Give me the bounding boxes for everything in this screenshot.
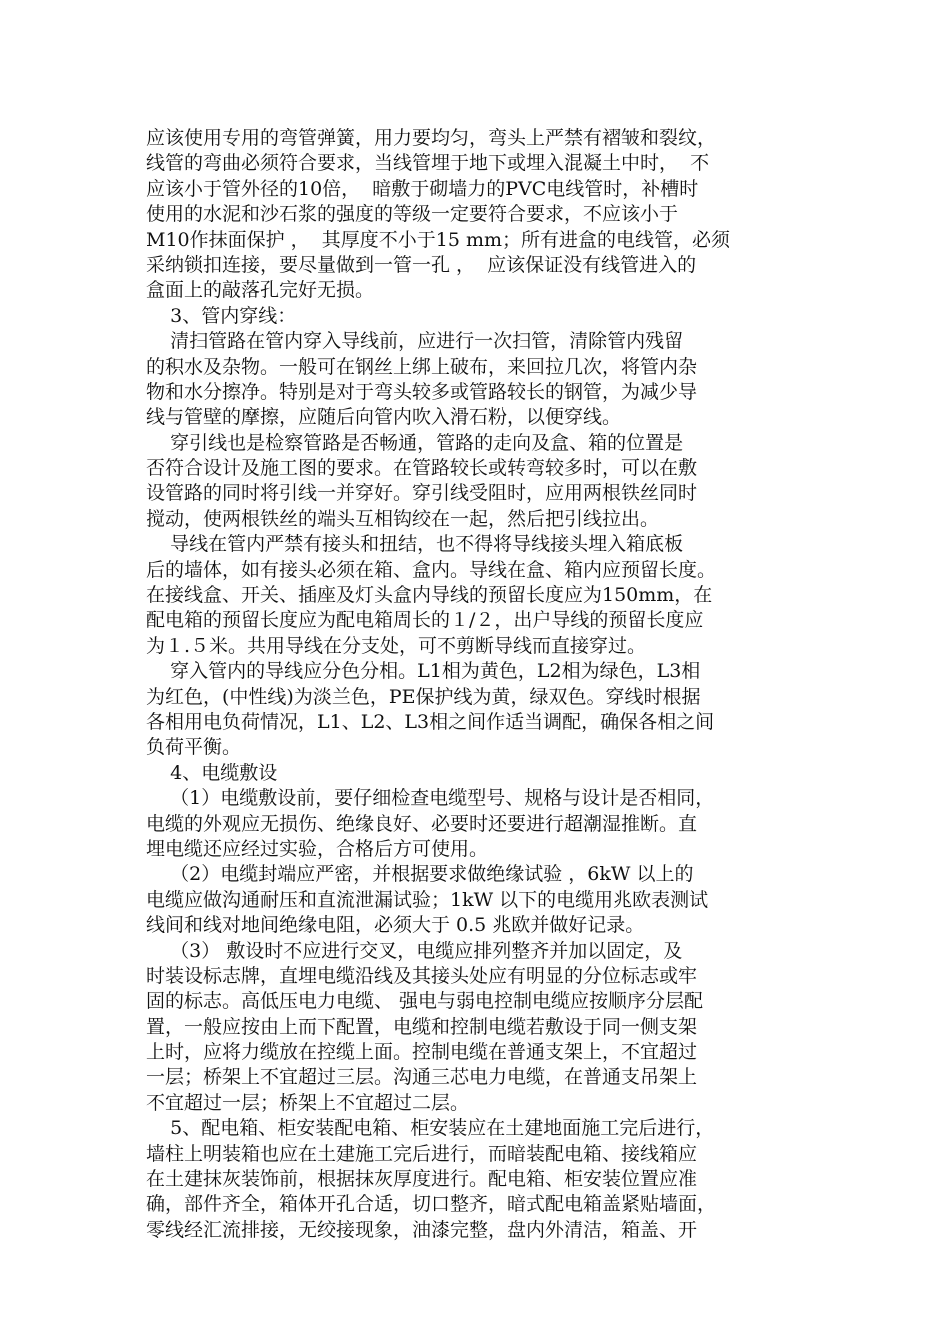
text-line: 导线在管内严禁有接头和扭结，也不得将导线接头埋入箱底板 bbox=[146, 533, 684, 556]
text-line: 物和水分擦净。特别是对于弯头较多或管路较长的钢管，为减少导 bbox=[146, 380, 698, 403]
text-line: 后的墙体，如有接头必须在箱、盒内。导线在盒、箱内应预留长度。 bbox=[146, 558, 717, 581]
text-line: 一层；桥架上不宜超过三层。沟通三芯电力电缆，在普通支吊架上 bbox=[146, 1066, 698, 1089]
text-line: 线间和线对地间绝缘电阻，必须大于 0.5 兆欧并做好记录。 bbox=[146, 914, 645, 937]
text-line: 在接线盒、开关、插座及灯头盒内导线的预留长度应为150mm，在 bbox=[146, 584, 713, 607]
text-line: （1）电缆敷设前，要仔细检查电缆型号、规格与设计是否相同， bbox=[146, 787, 715, 810]
text-line: 搅动，使两根铁丝的端头互相钩绞在一起，然后把引线拉出。 bbox=[146, 507, 660, 530]
text-line: 否符合设计及施工图的要求。在管路较长或转弯较多时，可以在敷 bbox=[146, 457, 698, 480]
text-line: 时装设标志牌，直埋电缆沿线及其接头处应有明显的分位标志或牢 bbox=[146, 964, 698, 987]
text-line: 的积水及杂物。一般可在钢丝上绑上破布，来回拉几次，将管内杂 bbox=[146, 355, 698, 378]
text-line: 3、管内穿线： bbox=[146, 304, 297, 327]
text-line: 埋电缆还应经过实验，合格后方可使用。 bbox=[146, 837, 489, 860]
text-line: M10作抹面保护 ， 其厚度不小于15 mm；所有进盒的电线管，必须 bbox=[146, 228, 731, 251]
text-line: 上时，应将力缆放在控缆上面。控制电缆在普通支架上，不宜超过 bbox=[146, 1041, 698, 1064]
text-line: 盒面上的敲落孔完好无损。 bbox=[146, 279, 375, 302]
text-line: 零线经汇流排接，无绞接现象，油漆完整，盘内外清洁，箱盖、开 bbox=[146, 1218, 698, 1241]
text-line: 配电箱的预留长度应为配电箱周长的１/２，出户导线的预留长度应 bbox=[146, 609, 704, 632]
text-line: 为１.５米。共用导线在分支处，可不剪断导线而直接穿过。 bbox=[146, 634, 647, 657]
text-line: （3） 敷设时不应进行交叉，电缆应排列整齐并加以固定，及 bbox=[146, 939, 683, 962]
text-line: 5、配电箱、柜安装配电箱、柜安装应在土建地面施工完后进行， bbox=[146, 1117, 715, 1140]
text-line: 置，一般应按由上而下配置，电缆和控制电缆若敷设于同一侧支架 bbox=[146, 1015, 698, 1038]
text-line: 各相用电负荷情况，L1、L2、L3相之间作适当调配，确保各相之间 bbox=[146, 710, 715, 733]
text-line: 在土建抹灰装饰前，根据抹灰厚度进行。配电箱、柜安装位置应准 bbox=[146, 1168, 698, 1191]
body-text bbox=[146, 126, 826, 1243]
text-line: （2）电缆封端应严密，并根据要求做绝缘试验 ，6kW 以上的 bbox=[146, 863, 694, 886]
text-line: 应该小于管外径的10倍， 暗敷于砌墙力的PVC电线管时，补槽时 bbox=[146, 177, 699, 200]
text-line: 设管路的同时将引线一并穿好。穿引线受阻时，应用两根铁丝同时 bbox=[146, 482, 698, 505]
text-line: 墙柱上明装箱也应在土建施工完后进行，而暗装配电箱、接线箱应 bbox=[146, 1142, 698, 1165]
text-line: 线与管壁的摩擦，应随后向管内吹入滑石粉，以便穿线。 bbox=[146, 406, 622, 429]
text-line: 4、电缆敷设 bbox=[146, 761, 278, 784]
text-line: 清扫管路在管内穿入导线前，应进行一次扫管，清除管内残留 bbox=[146, 330, 684, 353]
text-line: 电缆应做沟通耐压和直流泄漏试验；1kW 以下的电缆用兆欧表测试 bbox=[146, 888, 709, 911]
text-line: 固的标志。高低压电力电缆、 强电与弱电控制电缆应按顺序分层配 bbox=[146, 990, 704, 1013]
text-line: 确，部件齐全，箱体开孔合适，切口整齐，暗式配电箱盖紧贴墙面， bbox=[146, 1193, 717, 1216]
text-line: 负荷平衡。 bbox=[146, 736, 242, 759]
text-line: 使用的水泥和沙石浆的强度的等级一定要符合要求，不应该小于 bbox=[146, 203, 679, 226]
text-line: 电缆的外观应无损伤、绝缘良好、必要时还要进行超潮湿推断。直 bbox=[146, 812, 698, 835]
text-line: 线管的弯曲必须符合要求，当线管埋于地下或埋入混凝土中时， 不 bbox=[146, 152, 710, 175]
text-line: 穿引线也是检察管路是否畅通，管路的走向及盒、箱的位置是 bbox=[146, 431, 684, 454]
text-line: 不宜超过一层；桥架上不宜超过二层。 bbox=[146, 1091, 470, 1114]
text-line: 采纳锁扣连接，要尽量做到一管一孔 ， 应该保证没有线管进入的 bbox=[146, 253, 697, 276]
text-line: 穿入管内的导线应分色分相。L1相为黄色，L2相为绿色，L3相 bbox=[146, 660, 701, 683]
text-line: 为红色，(中性线)为淡兰色，PE保护线为黄，绿双色。穿线时根据 bbox=[146, 685, 701, 708]
text-line: 应该使用专用的弯管弹簧，用力要均匀，弯头上严禁有褶皱和裂纹， bbox=[146, 127, 717, 149]
